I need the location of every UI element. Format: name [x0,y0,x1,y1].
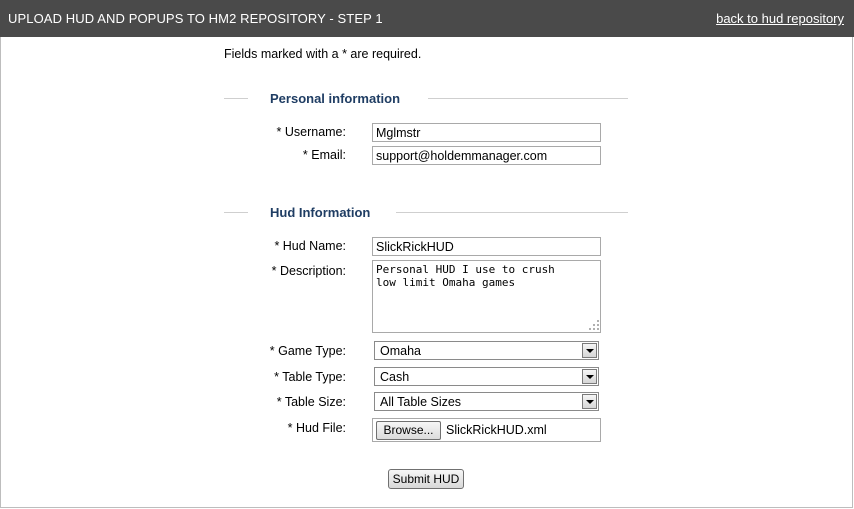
game-type-value: Omaha [380,344,421,358]
hud-info-legend: Hud Information [270,205,371,220]
description-textarea[interactable] [372,260,601,333]
table-type-label: * Table Type: [274,370,346,384]
chevron-down-icon[interactable] [582,369,597,384]
section-divider-left [224,98,248,99]
table-size-value: All Table Sizes [380,395,462,409]
game-type-label: * Game Type: [269,344,346,358]
section-divider-left [224,212,248,213]
chevron-down-icon[interactable] [582,394,597,409]
browse-button[interactable]: Browse... [376,421,441,440]
resize-grip-icon[interactable] [589,320,599,330]
hud-name-field[interactable] [372,237,601,256]
selected-file-name: SlickRickHUD.xml [446,423,547,437]
username-label: * Username: [276,125,346,139]
hud-file-input[interactable] [372,418,601,442]
submit-hud-button[interactable]: Submit HUD [388,469,464,489]
table-size-select[interactable] [374,392,599,411]
chevron-down-icon[interactable] [582,343,597,358]
email-field[interactable] [372,146,601,165]
username-field[interactable] [372,123,601,142]
description-label: * Description: [271,264,346,278]
page-header [0,0,854,37]
email-label: * Email: [302,148,346,162]
hud-file-label: * Hud File: [287,421,346,435]
table-size-label: * Table Size: [276,395,346,409]
back-to-repository-link[interactable]: back to hud repository [716,11,844,26]
page-title: UPLOAD HUD AND POPUPS TO HM2 REPOSITORY - STEP 1 [8,11,383,26]
section-divider-right [428,98,628,99]
required-fields-note: Fields marked with a * are required. [224,47,422,61]
game-type-select[interactable] [374,341,599,360]
personal-info-legend: Personal information [270,91,401,106]
section-divider-right [396,212,628,213]
table-type-select[interactable] [374,367,599,386]
table-type-value: Cash [380,370,410,384]
hud-name-label: * Hud Name: [274,239,346,253]
